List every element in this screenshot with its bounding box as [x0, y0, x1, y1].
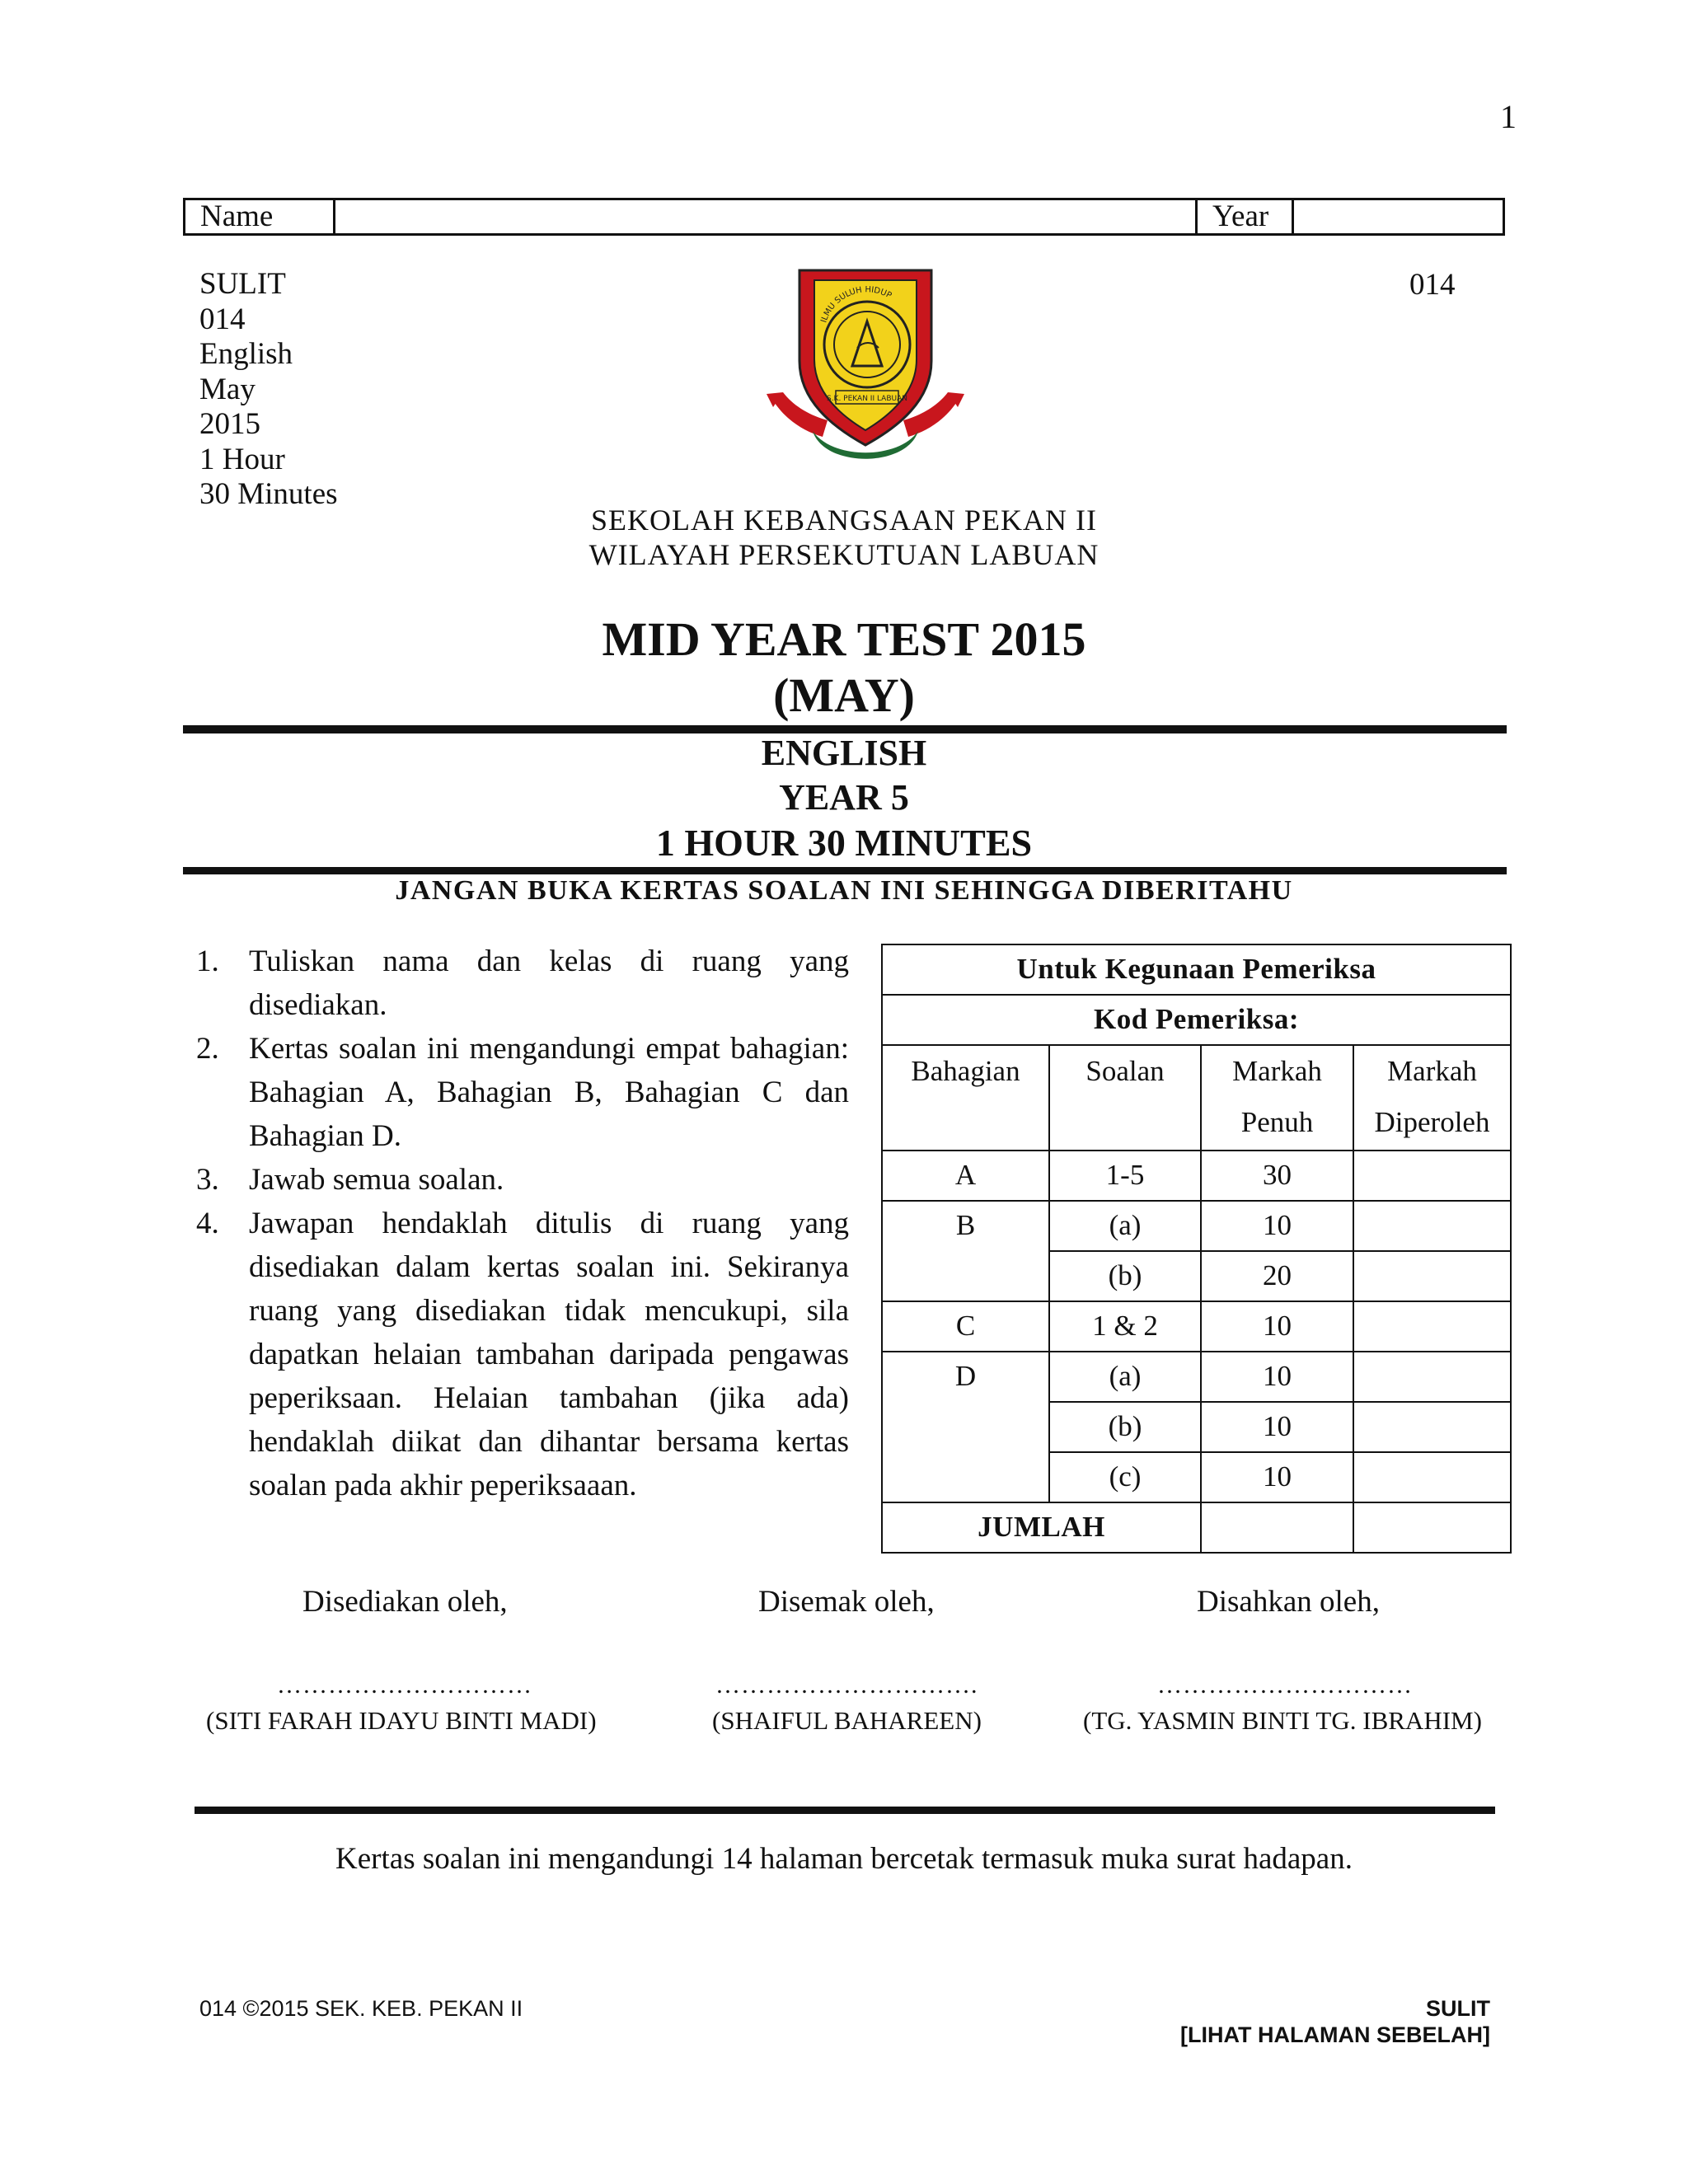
name-label: Name: [185, 200, 335, 233]
instruction-number: 1.: [196, 944, 219, 978]
paper-info-line: 30 Minutes: [199, 477, 338, 511]
paper-info-line: May: [199, 372, 256, 406]
year-field[interactable]: [1294, 200, 1503, 233]
paper-info-line: 014: [199, 302, 246, 336]
approved-by-label: Disahkan oleh,: [1197, 1585, 1380, 1619]
instruction-text: Jawapan hendaklah ditulis di ruang yang disediakan dalam kertas soalan ini. Sekiranya ruang yang disediakan tidak mencukupi, sila dapatkan helaian tambahan daripada pengawas peperiksaan. Helaian tambahan (jika ada) hendaklah diikat dan dihantar bersama kertas soalan pada akhir peperiksaaan.: [249, 1207, 849, 1502]
paper-info: [199, 267, 338, 513]
instruction-item: [196, 1158, 849, 1202]
cell-question: 1-5: [1049, 1151, 1201, 1201]
cell-question: (a): [1049, 1352, 1201, 1402]
subject-year: YEAR 5: [779, 777, 909, 818]
cell-question: 1 & 2: [1049, 1301, 1201, 1352]
signature-line: …………………………: [277, 1671, 532, 1699]
cell-full-marks: 10: [1201, 1201, 1353, 1251]
cell-full-marks: 20: [1201, 1251, 1353, 1301]
cell-marks-obtained[interactable]: [1353, 1151, 1511, 1201]
preparer-name: (SITI FARAH IDAYU BINTI MADI): [206, 1706, 597, 1735]
footer-sulit: SULIT: [1426, 1996, 1490, 2021]
cell-section: D: [882, 1352, 1049, 1402]
table-row: [882, 1201, 1511, 1251]
cell-question: (c): [1049, 1452, 1201, 1502]
paper-info-line: 1 Hour: [199, 442, 285, 476]
cell-full-marks: 10: [1201, 1352, 1353, 1402]
year-label: Year: [1198, 200, 1294, 233]
cell-full-marks: 10: [1201, 1402, 1353, 1452]
school-crest-logo: [767, 262, 964, 476]
cell-full-marks: 30: [1201, 1151, 1353, 1201]
crest-school-abbrev: S.K. PEKAN II LABUAN: [826, 395, 908, 403]
school-location: WILAYAH PERSEKUTUAN LABUAN: [588, 538, 1100, 571]
paper-code: 014: [1409, 268, 1456, 302]
paper-info-line: SULIT: [199, 267, 286, 301]
page-count-note: Kertas soalan ini mengandungi 14 halaman bercetak termasuk muka surat hadapan.: [335, 1842, 1353, 1876]
instruction-number: 4.: [196, 1207, 219, 1240]
total-label: JUMLAH: [882, 1502, 1201, 1553]
obtained-line1: Markah: [1387, 1055, 1477, 1087]
obtained-line2: Diperoleh: [1374, 1106, 1490, 1138]
instruction-number: 3.: [196, 1163, 219, 1197]
table-row: [882, 1151, 1511, 1201]
cell-question: (b): [1049, 1402, 1201, 1452]
approver-name: (TG. YASMIN BINTI TG. IBRAHIM): [1083, 1706, 1482, 1735]
cell-section: [882, 1402, 1049, 1452]
name-field[interactable]: [335, 200, 1198, 233]
total-row: [882, 1502, 1511, 1553]
instruction-number: 2.: [196, 1032, 219, 1066]
total-marks-obtained[interactable]: [1353, 1502, 1511, 1553]
cell-section: [882, 1452, 1049, 1502]
full-marks-line1: Markah: [1232, 1055, 1322, 1087]
col-header-marks-obtained: [1353, 1045, 1511, 1151]
prepared-by-label: Disediakan oleh,: [302, 1585, 508, 1619]
table-row: [882, 1251, 1511, 1301]
cell-marks-obtained[interactable]: [1353, 1402, 1511, 1452]
table-row: [882, 1452, 1511, 1502]
cell-marks-obtained[interactable]: [1353, 1352, 1511, 1402]
warning-text: JANGAN BUKA KERTAS SOALAN INI SEHINGGA DIBERITAHU: [395, 875, 1293, 906]
examiner-table: [881, 944, 1512, 1554]
table-row: [882, 1402, 1511, 1452]
cell-full-marks: 10: [1201, 1452, 1353, 1502]
divider: [183, 867, 1507, 874]
examiner-table-title: Untuk Kegunaan Pemeriksa: [882, 944, 1511, 995]
instruction-item: [196, 940, 849, 1027]
cell-marks-obtained[interactable]: [1353, 1251, 1511, 1301]
cell-question: (b): [1049, 1251, 1201, 1301]
signature-line: …………………………: [1157, 1671, 1413, 1699]
subject-name: ENGLISH: [761, 733, 927, 773]
instruction-text: Kertas soalan ini mengandungi empat bahagian: Bahagian A, Bahagian B, Bahagian C dan Bahagian D.: [249, 1032, 849, 1153]
total-full-marks[interactable]: [1201, 1502, 1353, 1553]
table-row: [882, 1301, 1511, 1352]
exam-month: (MAY): [773, 668, 915, 722]
divider: [195, 1807, 1495, 1814]
cell-marks-obtained[interactable]: [1353, 1301, 1511, 1352]
name-year-box: [183, 198, 1505, 236]
instructions-list: [196, 940, 849, 1507]
crest-motto: ILMU SULUH HIDUP: [819, 285, 893, 324]
instruction-item: [196, 1202, 849, 1507]
footer-copyright: 014 ©2015 SEK. KEB. PEKAN II: [199, 1996, 523, 2021]
page-number: 1: [1500, 98, 1517, 135]
paper-info-line: 2015: [199, 407, 260, 441]
school-name: SEKOLAH KEBANGSAAN PEKAN II: [591, 504, 1097, 537]
footer-see-next-page: [LIHAT HALAMAN SEBELAH]: [1180, 2022, 1490, 2047]
signature-line: ………………………….: [715, 1671, 978, 1699]
cell-question: (a): [1049, 1201, 1201, 1251]
cell-section: B: [882, 1201, 1049, 1251]
instruction-text: Jawab semua soalan.: [249, 1163, 504, 1197]
cell-marks-obtained[interactable]: [1353, 1452, 1511, 1502]
exam-duration: 1 HOUR 30 MINUTES: [655, 822, 1033, 864]
paper-info-line: English: [199, 337, 293, 371]
cell-section: A: [882, 1151, 1049, 1201]
cell-section: [882, 1251, 1049, 1301]
instruction-item: [196, 1027, 849, 1158]
col-header-section: Bahagian: [882, 1045, 1049, 1151]
cell-section: C: [882, 1301, 1049, 1352]
col-header-question: Soalan: [1049, 1045, 1201, 1151]
checker-name: (SHAIFUL BAHAREEN): [712, 1706, 982, 1735]
cell-full-marks: 10: [1201, 1301, 1353, 1352]
full-marks-line2: Penuh: [1240, 1106, 1314, 1138]
instruction-text: Tuliskan nama dan kelas di ruang yang disediakan.: [249, 944, 849, 1022]
exam-title: MID YEAR TEST 2015: [602, 612, 1086, 666]
cell-marks-obtained[interactable]: [1353, 1201, 1511, 1251]
checked-by-label: Disemak oleh,: [758, 1585, 935, 1619]
table-row: [882, 1352, 1511, 1402]
examiner-code-label: Kod Pemeriksa:: [882, 995, 1511, 1045]
col-header-full-marks: [1201, 1045, 1353, 1151]
